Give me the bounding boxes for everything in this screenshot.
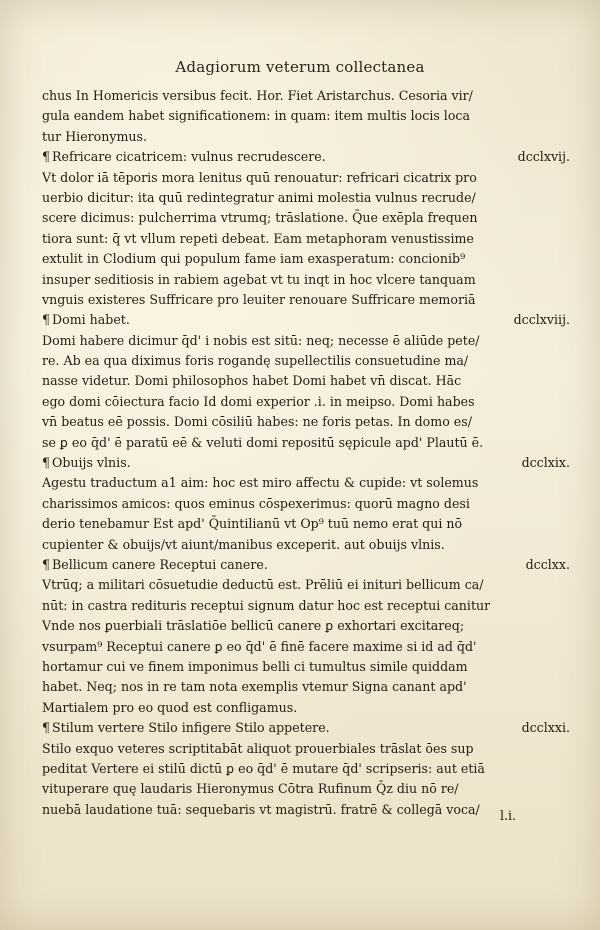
line-text [42,371,461,391]
line-text [42,698,297,718]
line-content: Stilo exquo veteres scriptitabāt aliquot prouerbiales trāslat ōes sup [42,740,474,756]
text-line [42,596,570,616]
line-text [42,249,465,269]
text-line [42,392,570,412]
line-text [42,657,468,677]
text-line [42,412,570,432]
line-text [42,555,268,575]
text-line [42,331,570,351]
text-line [42,127,570,147]
line-content: tiora sunt: q̄ vt vllum repeti debeat. Eam metaphoram venustissime [42,230,474,246]
line-content: nūt: in castra redituris receptui signum datur hoc est receptui canitur [42,597,491,613]
line-text [42,127,147,147]
line-text [42,800,480,820]
line-text [42,514,462,534]
line-text [42,575,484,595]
line-content: charissimos amicos: quos eminus cōspexerimus: quorū magno desi [42,495,470,511]
line-content: Stilum vertere Stilo infigere Stilo appetere. [52,720,330,736]
adage-number: dcclxvij. [517,149,570,165]
line-text [42,412,472,432]
signature-mark: l.i. [500,808,517,823]
section-heading-line [42,147,570,167]
line-text [42,494,470,514]
line-content: hortamur cui ve finem imponimus belli ci tumultus simile quiddam [42,658,468,674]
line-content: derio tenebamur Est apd' Q̄uintilianū vt Op⁹ tuū nemo erat qui nō [42,516,463,532]
text-line [42,168,570,188]
line-text [42,147,326,167]
line-content: insuper seditiosis in rabiem agebat vt tu inqt in hoc vlcere tanquam [42,271,476,287]
adage-number: dcclxix. [521,455,570,471]
text-line [42,800,570,820]
text-line [42,535,570,555]
line-content: tur Hieronymus. [42,128,148,144]
line-content: cupienter & obuijs/vt aiunt/manibus exceperit. aut obuijs vlnis. [42,536,445,552]
section-heading-line [42,310,570,330]
line-content: Domi habere dicimur q̄d' i nobis est sitū: neq; necesse ē aliūde pete/ [42,332,480,348]
line-content: Martialem pro eo quod est confligamus. [42,699,298,715]
line-text [42,759,485,779]
text-line [42,290,570,310]
line-text [42,596,490,616]
line-content: Bellicum canere Receptui canere. [52,556,268,572]
section-heading-line [42,718,570,738]
line-text [42,188,476,208]
line-content: vnguis existeres Suffricare pro leuiter renouare Suffricare memoriā [42,291,476,307]
text-line [42,677,570,697]
text-line [42,698,570,718]
line-text [42,106,470,126]
line-content: vn̄ beatus eē possis. Domi cōsiliū habes: ne foris petas. In domo es/ [42,414,472,430]
line-content: chus In Homericis versibus fecit. Hor. Fiet Aristarchus. Cesoria vir/ [42,88,473,103]
text-block [42,86,570,820]
text-line [42,106,570,126]
text-line [42,270,570,290]
line-content: re. Ab ea qua diximus foris rogandę supellectilis consuetudine ma/ [42,353,469,369]
line-text [42,270,476,290]
line-text [42,433,483,453]
text-line [42,188,570,208]
section-heading-line [42,453,570,473]
pilcrow-icon: ¶ [42,312,51,328]
line-text [42,616,464,636]
line-content: se ꝑ eo q̄d' ē paratū eē & veluti domi repositū sępicule apd' Plautū ē. [42,434,484,450]
text-line [42,514,570,534]
pilcrow-icon: ¶ [42,556,51,572]
line-text [42,310,130,330]
line-content: ego domi cōiectura facio Id domi experior .i. in meipso. Domi habes [42,393,475,409]
text-line [42,86,570,106]
line-content: Vt dolor iā tēporis mora lenitus quū renouatur: refricari cicatrix pro [42,169,477,185]
line-content: nasse videtur. Domi philosophos habet Domi habet vn̄ discat. Hāc [42,373,462,389]
line-text [42,229,474,249]
line-content: vituperare quę laudaris Hieronymus Cōtra Rufinum Q̄z diu nō re/ [42,781,459,797]
running-head: Adagiorum veterum collectanea [175,58,425,76]
text-line [42,229,570,249]
text-line [42,616,570,636]
pilcrow-icon: ¶ [42,720,51,736]
line-text [42,331,480,351]
line-text [42,473,478,493]
line-content: gula eandem habet significationem: in quam: item multis locis loca [42,108,470,124]
text-line [42,759,570,779]
line-text [42,453,131,473]
line-text [42,637,477,657]
line-text [42,86,473,106]
text-line [42,779,570,799]
text-line [42,208,570,228]
text-line [42,249,570,269]
line-text [42,779,459,799]
text-line [42,494,570,514]
text-line [42,371,570,391]
line-content: Agestu traductum a1 aim: hoc est miro affectu & cupide: vt solemus [42,475,479,491]
text-line [42,433,570,453]
text-line [42,637,570,657]
text-line [42,739,570,759]
line-content: scere dicimus: pulcherrima vtrumq; trāslatione. Q̄ue exēpla frequen [42,210,478,226]
line-content: Refricare cicatricem: vulnus recrudescere. [52,149,326,165]
line-content: nuebā laudatione tuā: sequebaris vt magistrū. fratrē & collegā voca/ [42,801,480,817]
text-line [42,473,570,493]
adage-number: dcclxx. [525,556,570,572]
line-content: extulit in Clodium qui populum fame iam exasperatum: concionib⁹ [42,251,466,267]
text-line [42,657,570,677]
line-content: vsurpam⁹ Receptui canere ꝑ eo q̄d' ē finē facere maxime si id ad q̄d' [42,638,477,654]
line-text [42,739,474,759]
line-text [42,208,477,228]
line-text [42,392,475,412]
adage-number: dcclxxi. [521,720,570,736]
line-text [42,677,467,697]
adage-number: dcclxviij. [513,312,570,328]
pilcrow-icon: ¶ [42,149,51,165]
text-line [42,575,570,595]
line-content: Domi habet. [52,312,130,328]
text-line [42,351,570,371]
line-content: Vtrūq; a militari cōsuetudie deductū est. Prēliū ei inituri bellicum ca/ [42,577,484,593]
line-text [42,168,477,188]
line-text [42,535,445,555]
line-content: Vnde nos ꝑuerbiali trāslatiōe bellicū canere ꝑ exhortari excitareq; [42,618,465,634]
line-text [42,290,476,310]
line-content: habet. Neq; nos in re tam nota exemplis vtemur Signa canant apd' [42,679,467,695]
line-content: Obuijs vlnis. [52,455,131,471]
line-text [42,351,468,371]
line-text [42,718,330,738]
pilcrow-icon: ¶ [42,455,51,471]
line-content: peditat Vertere ei stilū dictū ꝑ eo q̄d' ē mutare q̄d' scripseris: aut etiā [42,760,485,776]
section-heading-line [42,555,570,575]
line-content: uerbio dicitur: ita quū redintegratur animi molestia vulnus recrude/ [42,189,476,205]
